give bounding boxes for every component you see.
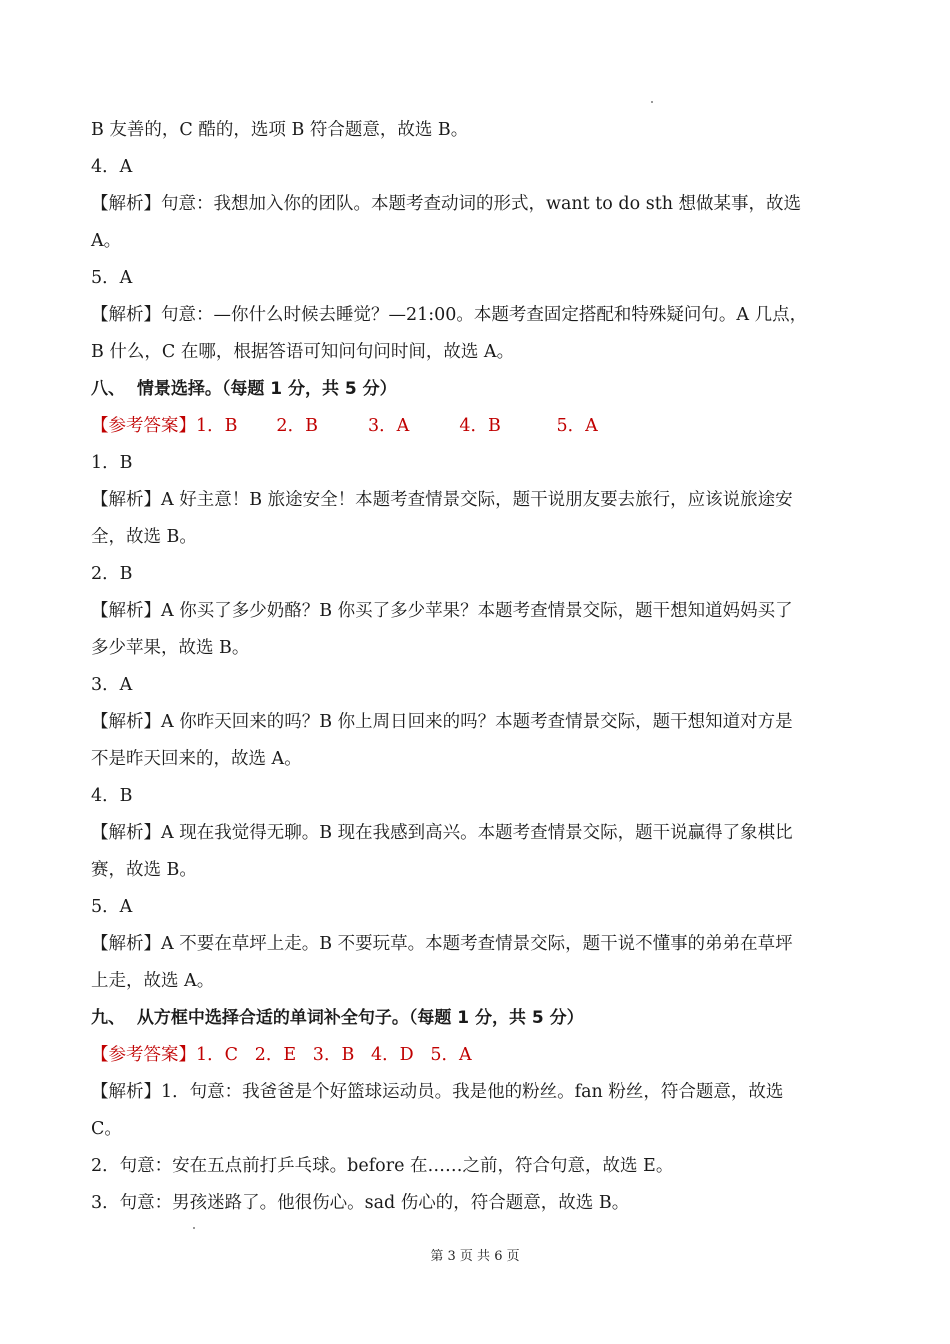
text-line: B 什么，C 在哪，根据答语可知问句问时间，故选 A。 (91, 342, 515, 362)
answer-key-9: 【参考答案】1．C 2．E 3．B 4．D 5．A (91, 1045, 472, 1065)
analysis-line: 【解析】句意：我想加入你的团队。本题考查动词的形式，want to do sth 想做某事，故选 (91, 194, 802, 214)
text-line: 3．句意：男孩迷路了。他很伤心。sad 伤心的，符合题意，故选 B。 (91, 1193, 630, 1213)
question-number: 3．A (91, 675, 133, 695)
question-number: 2．B (91, 564, 133, 584)
analysis-line: 【解析】A 现在我觉得无聊。B 现在我感到高兴。本题考查情景交际，题干说赢得了象棋比 (91, 823, 793, 843)
page-footer: 第 3 页 共 6 页 (430, 1249, 520, 1264)
analysis-line: 【解析】句意：—你什么时候去睡觉？—21:00。本题考查固定搭配和特殊疑问句。A 几点， (91, 305, 808, 325)
text-line: 上走，故选 A。 (91, 971, 215, 991)
question-number: 5．A (91, 268, 133, 288)
question-number: 1．B (91, 453, 133, 473)
question-number: 5．A (91, 897, 133, 917)
text-line: 全，故选 B。 (91, 527, 197, 547)
question-number: 4．B (91, 786, 133, 806)
section-heading-8: 八、 情景选择。（每题 1 分，共 5 分） (91, 379, 397, 399)
analysis-line: 【解析】1．句意：我爸爸是个好篮球运动员。我是他的粉丝。fan 粉丝，符合题意，故选 (91, 1082, 784, 1102)
analysis-line: 【解析】A 不要在草坪上走。B 不要玩草。本题考查情景交际，题干说不懂事的弟弟在草坪 (91, 934, 793, 954)
text-line: C。 (91, 1119, 122, 1139)
scan-speck (193, 1227, 195, 1229)
document-body (91, 112, 861, 1222)
text-line: 2．句意：安在五点前打乒乓球。before 在……之前，符合句意，故选 E。 (91, 1156, 674, 1176)
analysis-line: 【解析】A 你买了多少奶酪？B 你买了多少苹果？本题考查情景交际，题干想知道妈妈买了 (91, 601, 793, 621)
scan-speck (651, 101, 653, 103)
text-line: A。 (91, 231, 122, 251)
analysis-line: 【解析】A 好主意！B 旅途安全！本题考查情景交际，题干说朋友要去旅行，应该说旅途安 (91, 490, 793, 510)
text-line: 赛，故选 B。 (91, 860, 197, 880)
text-line: B 友善的，C 酷的，选项 B 符合题意，故选 B。 (91, 120, 469, 140)
text-line: 多少苹果，故选 B。 (91, 638, 250, 658)
question-number: 4．A (91, 157, 133, 177)
analysis-line: 【解析】A 你昨天回来的吗？B 你上周日回来的吗？本题考查情景交际，题干想知道对方是 (91, 712, 793, 732)
answer-key-8: 【参考答案】1．B 2．B 3．A 4．B 5．A (91, 416, 598, 436)
section-heading-9: 九、 从方框中选择合适的单词补全句子。（每题 1 分，共 5 分） (91, 1008, 584, 1028)
text-line: 不是昨天回来的，故选 A。 (91, 749, 302, 769)
